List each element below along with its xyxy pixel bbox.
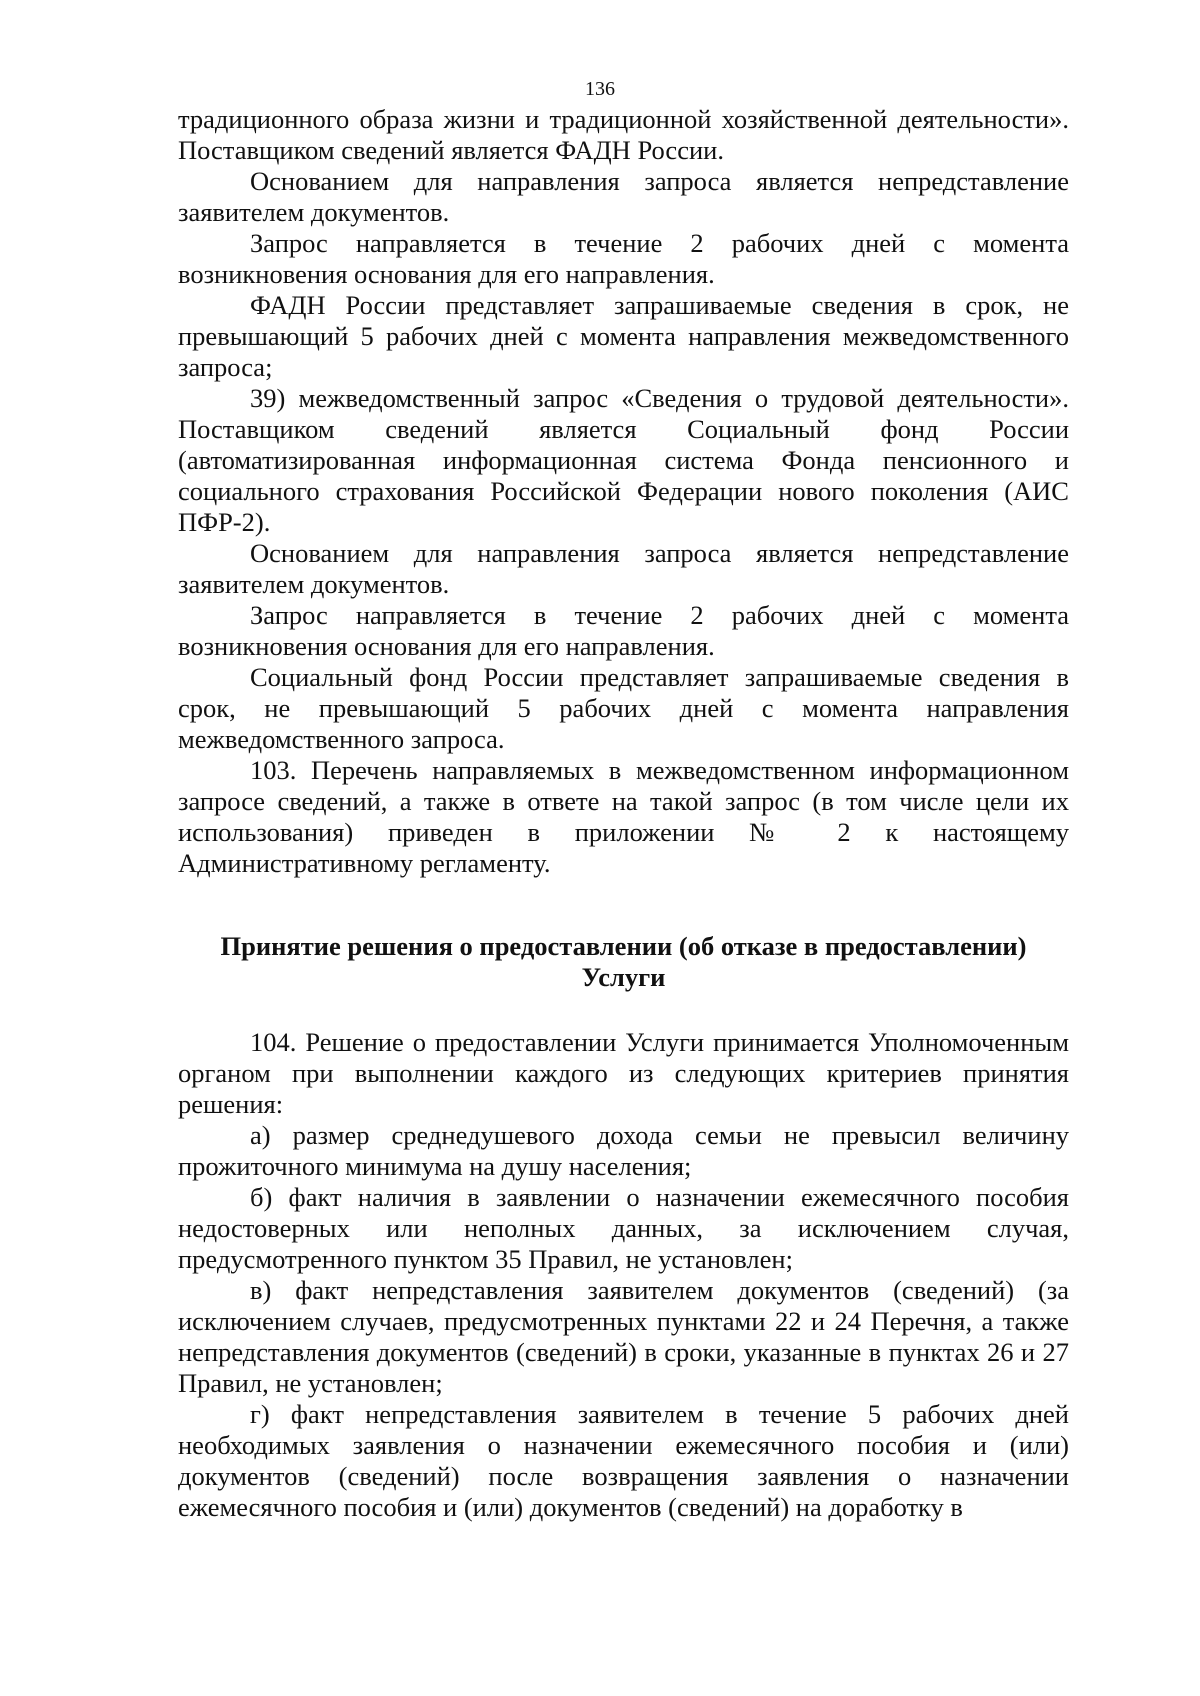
document-body [178, 104, 1069, 1523]
paragraph: традиционного образа жизни и традиционной хозяйственной деятельности». Поставщиком сведений является ФАДН России. [178, 104, 1069, 165]
section-heading [178, 931, 1069, 993]
paragraph: г) факт непредставления заявителем в течение 5 рабочих дней необходимых заявления о назначении ежемесячного пособия и (или) документов (сведений) после возвращения заявления о назначении ежемесячного пособия и (или) документов (сведений) на доработку в [178, 1399, 1069, 1522]
paragraph: Запрос направляется в течение 2 рабочих дней с момента возникновения основания для его направления. [178, 600, 1069, 661]
page-number: 136 [585, 78, 615, 100]
section-heading-line2: Услуги [581, 962, 666, 992]
paragraph: Основанием для направления запроса является непредставление заявителем документов. [178, 538, 1069, 599]
paragraph: 39) межведомственный запрос «Сведения о трудовой деятельности». Поставщиком сведений является Социальный фонд России (автоматизированная информационная система Фонда пенсионного и социального страхования Российской Федерации нового поколения (АИС ПФР-2). [178, 383, 1069, 537]
paragraph: ФАДН России представляет запрашиваемые сведения в срок, не превышающий 5 рабочих дней с момента направления межведомственного запроса; [178, 290, 1069, 382]
paragraph: Основанием для направления запроса является непредставление заявителем документов. [178, 166, 1069, 227]
paragraph: б) факт наличия в заявлении о назначении ежемесячного пособия недостоверных или неполных данных, за исключением случая, предусмотренного пунктом 35 Правил, не установлен; [178, 1182, 1069, 1274]
paragraph: а) размер среднедушевого дохода семьи не превысил величину прожиточного минимума на душу населения; [178, 1120, 1069, 1181]
section-heading-line1: Принятие решения о предоставлении (об отказе в предоставлении) [220, 931, 1027, 961]
paragraph: Запрос направляется в течение 2 рабочих дней с момента возникновения основания для его направления. [178, 228, 1069, 289]
paragraph: 104. Решение о предоставлении Услуги принимается Уполномоченным органом при выполнении каждого из следующих критериев принятия решения: [178, 1027, 1069, 1119]
paragraph: 103. Перечень направляемых в межведомственном информационном запросе сведений, а также в ответе на такой запрос (в том числе цели их использования) приведен в приложении № 2 к настоящему Административному регламенту. [178, 755, 1069, 878]
paragraph: Социальный фонд России представляет запрашиваемые сведения в срок, не превышающий 5 рабочих дней с момента направления межведомственного запроса. [178, 662, 1069, 754]
paragraph: в) факт непредставления заявителем документов (сведений) (за исключением случаев, предусмотренных пунктами 22 и 24 Перечня, а также непредставления документов (сведений) в сроки, указанные в пунктах 26 и 27 Правил, не установлен; [178, 1275, 1069, 1398]
